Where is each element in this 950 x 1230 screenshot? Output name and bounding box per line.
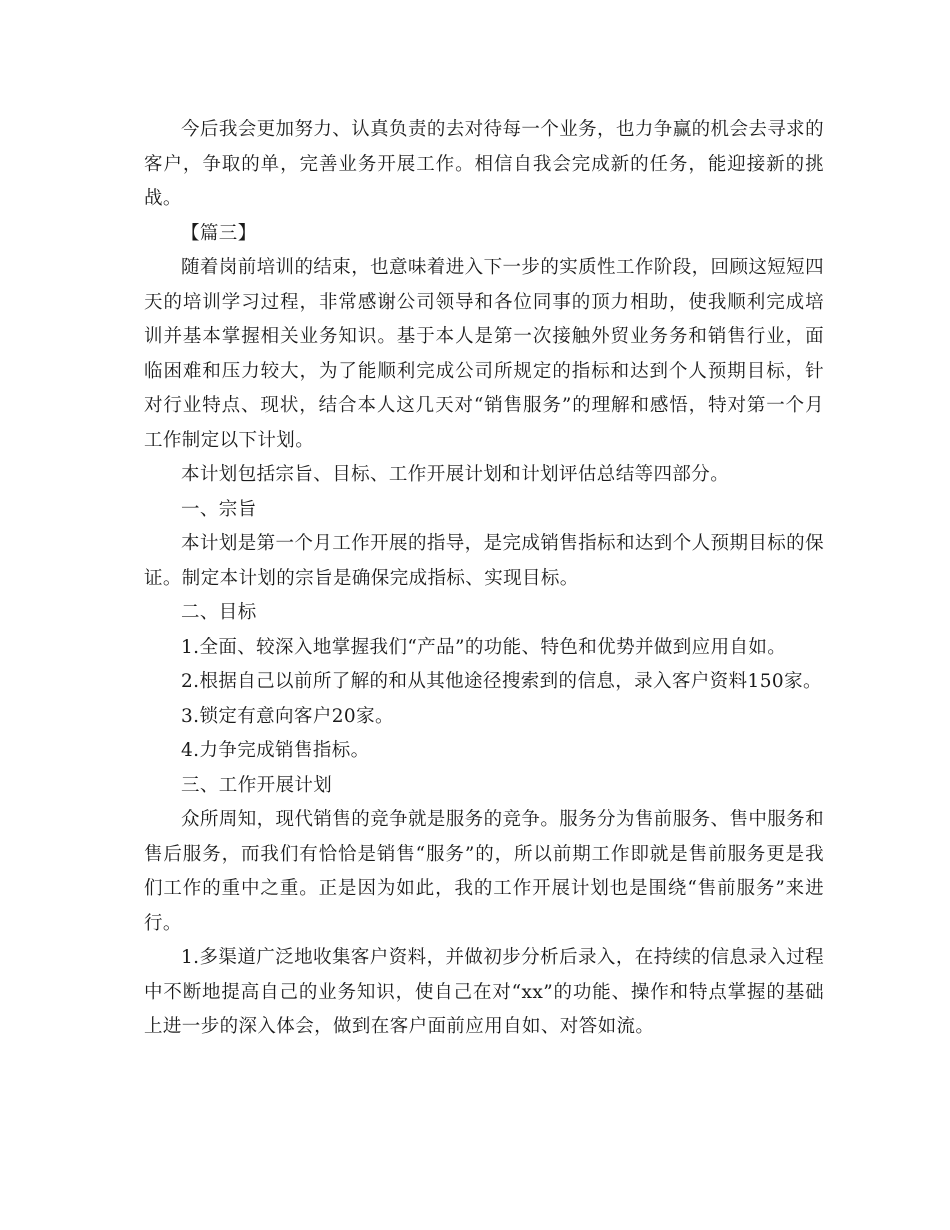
goal-item-1: 1.全面、较深入地掌握我们“产品”的功能、特色和优势并做到应用自如。 <box>181 636 787 658</box>
heading-goals: 二、目标 <box>181 602 257 623</box>
paragraph-introduction: 随着岗前培训的结束，也意味着进入下一步的实质性工作阶段，回顾这短短四天的培训学习过程，非常感谢公司领导和各位同事的顶力相助，使我顺利完成培训并基本掌握相关业务知识。基于本人是第一次接触外贸业务务和销售行业，面临困难和压力较大，为了能顺利完成公司所规定的指标和达到个人预期目标，针对行业特点、现状，结合本人这几天对“销售服务”的理解和感悟，特对第一个月工作制定以下计划。 <box>144 257 824 451</box>
document-body <box>144 113 824 1045</box>
paragraph-closing-commitment: 今后我会更加努力、认真负责的去对待每一个业务，也力争赢的机会去寻求的客户，争取的单，完善业务开展工作。相信自我会完成新的任务，能迎接新的挑战。 <box>144 119 824 209</box>
goal-item-4: 4.力争完成销售指标。 <box>181 740 370 761</box>
paragraph-service-competition: 众所周知，现代销售的竞争就是服务的竞争。服务分为售前服务、售中服务和售后服务，而我们有恰恰是销售“服务”的，所以前期工作即就是售前服务更是我们工作的重中之重。正是因为如此，我的工作开展计划也是围绕“售前服务”来进行。 <box>144 809 824 934</box>
heading-purpose: 一、宗旨 <box>181 498 257 520</box>
goal-item-2: 2.根据自己以前所了解的和从其他途径搜索到的信息，录入客户资料150家。 <box>181 671 822 692</box>
paragraph-plan-overview: 本计划包括宗旨、目标、工作开展计划和计划评估总结等四部分。 <box>181 464 730 485</box>
paragraph-purpose: 本计划是第一个月工作开展的指导，是完成销售指标和达到个人预期目标的保证。制定本计划的宗旨是确保完成指标、实现目标。 <box>144 533 824 589</box>
section-heading-part-three: 【篇三】 <box>181 222 257 244</box>
goal-item-3: 3.锁定有意向客户20家。 <box>181 705 394 727</box>
plan-item-1: 1.多渠道广泛地收集客户资料，并做初步分析后录入，在持续的信息录入过程中不断地提高自己的业务知识，使自己在对“xx”的功能、操作和特点掌握的基础上进一步的深入体会，做到在客户面前应用自如、对答如流。 <box>144 947 824 1037</box>
heading-work-plan: 三、工作开展计划 <box>181 774 333 796</box>
